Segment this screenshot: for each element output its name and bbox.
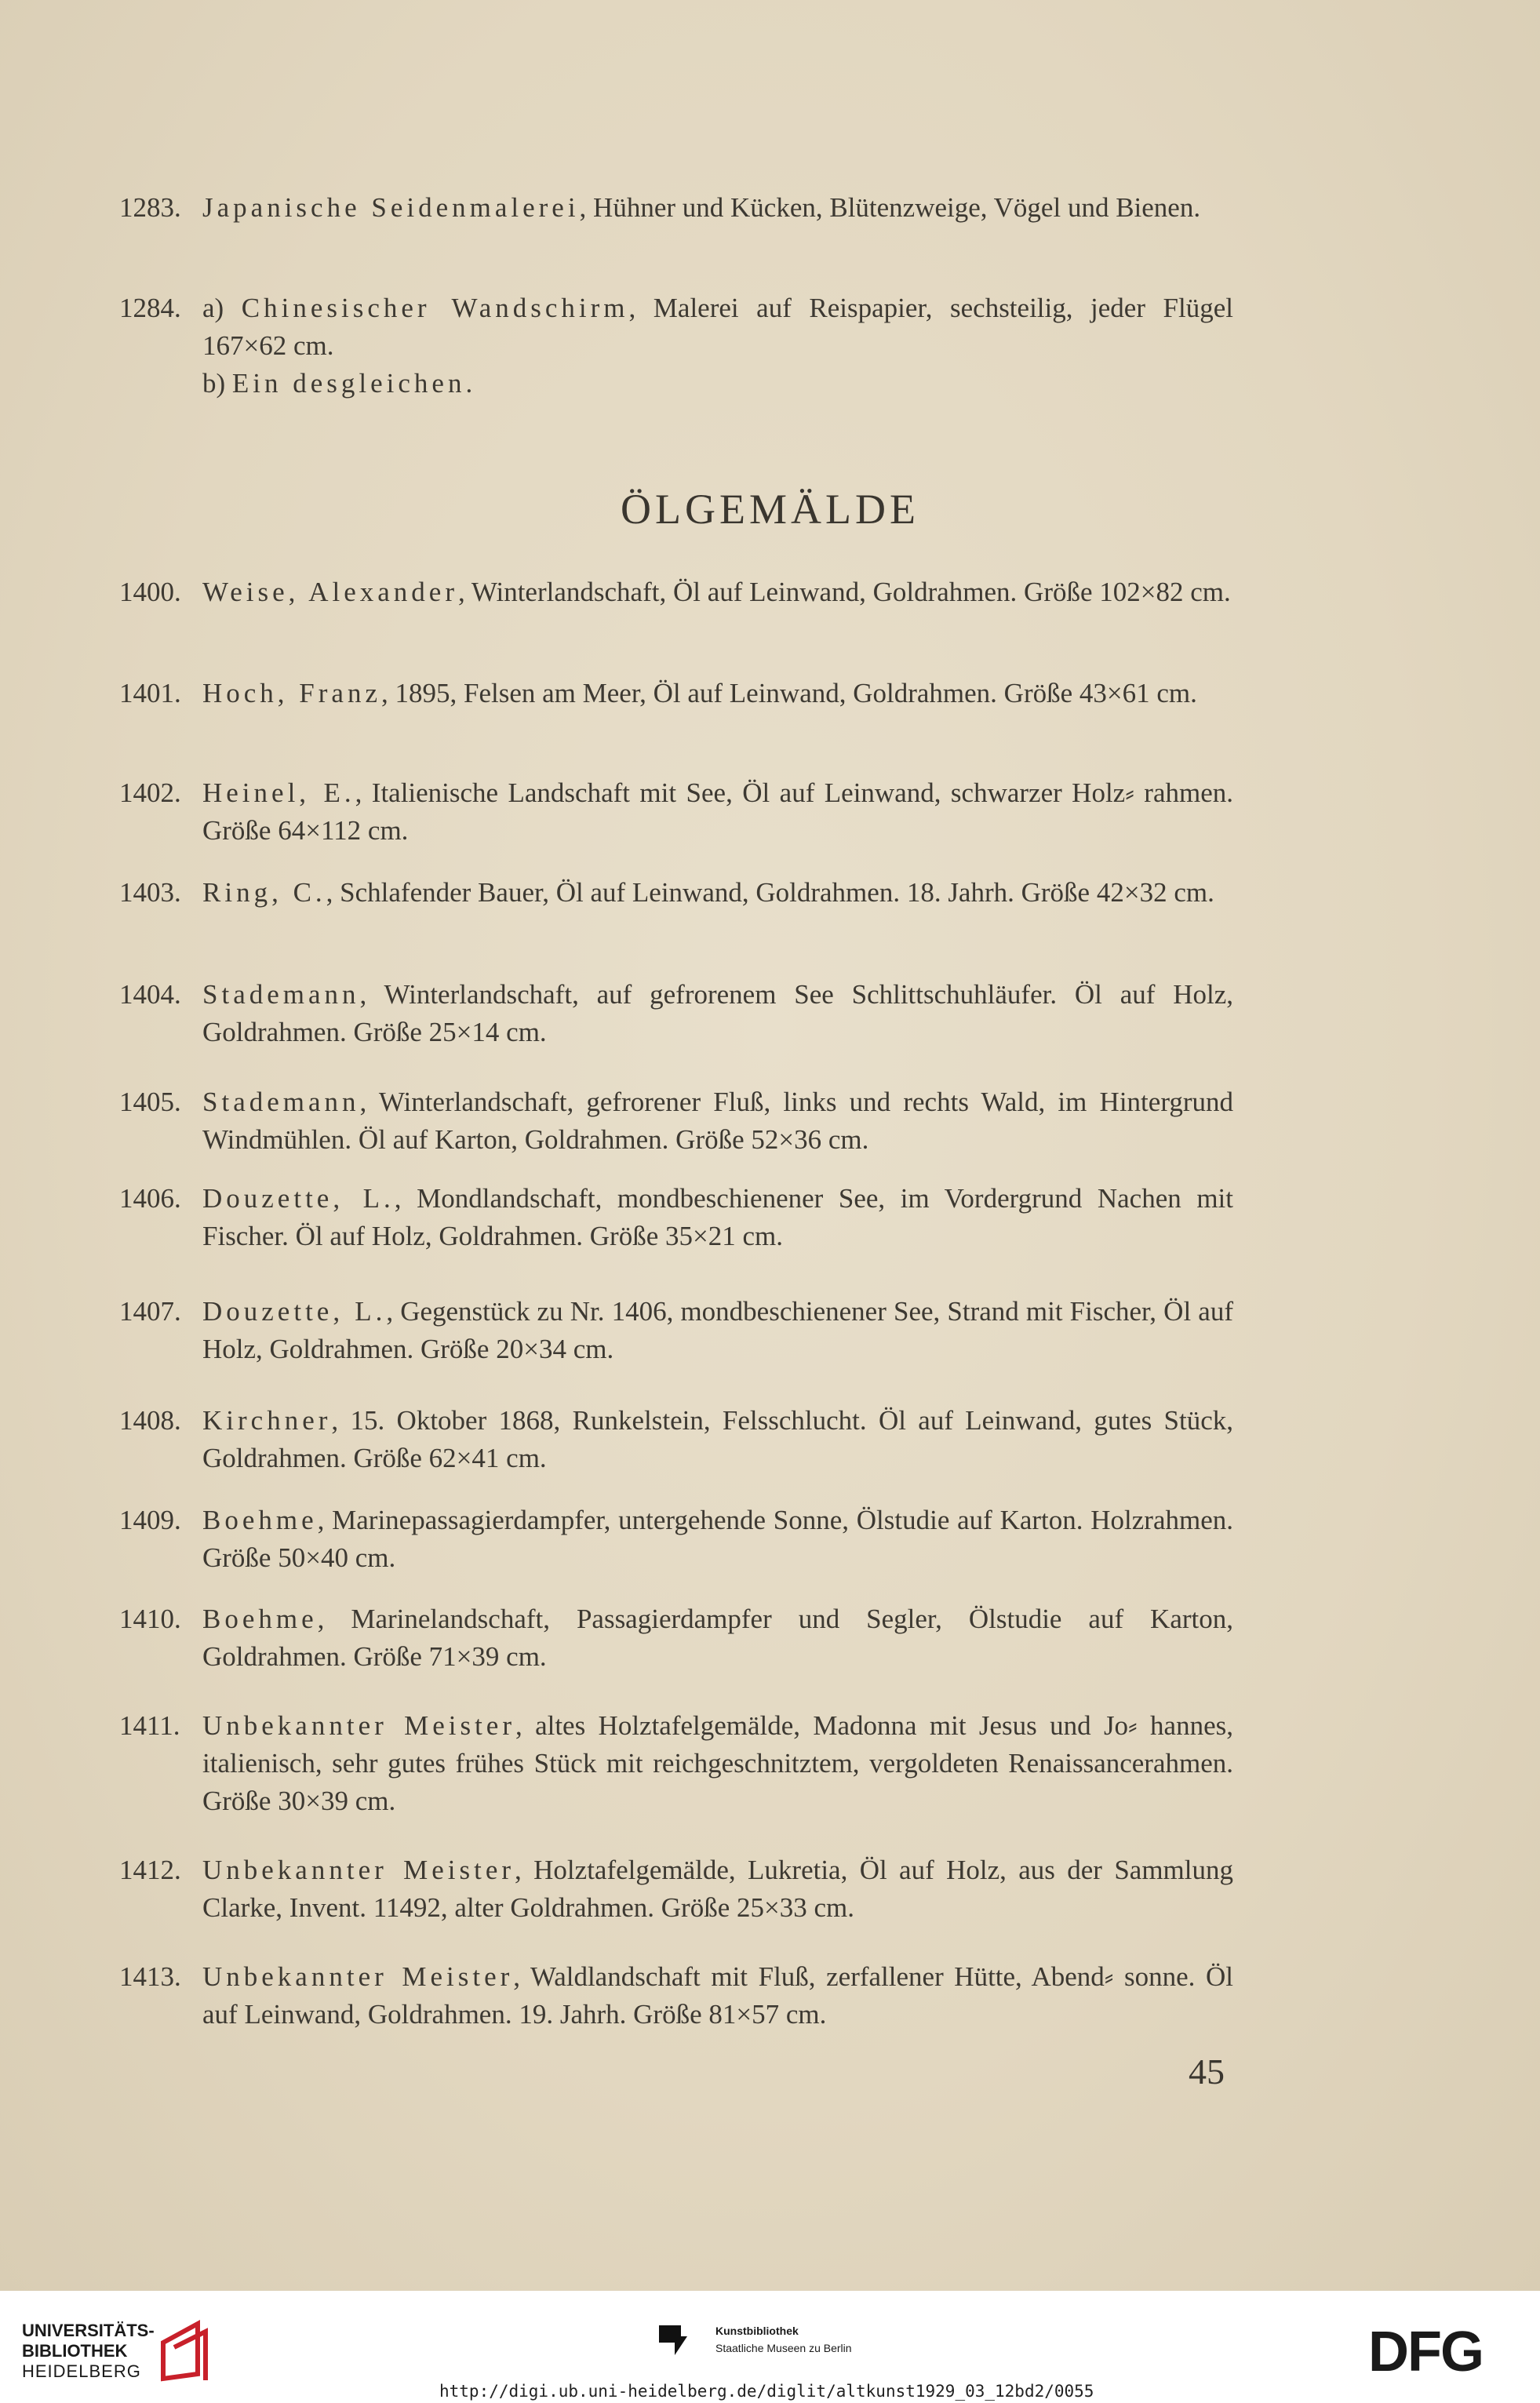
kunstbibliothek-text[interactable] xyxy=(715,2322,852,2357)
entry-number: 1403. xyxy=(119,877,181,908)
entry-description: , Hühner und Kücken, Blütenzweige, Vögel und Bienen. xyxy=(579,192,1201,223)
part-label-a: a) xyxy=(202,293,242,323)
entry-artist: Douzette, L. xyxy=(202,1296,387,1327)
entry-description: , 15. Oktober 1868, Runkelstein, Felsschlucht. Öl auf Leinwand, gutes Stück, Goldrahmen. Größe 62×41 cm. xyxy=(202,1405,1233,1473)
entry-artist: Unbekannter Meister xyxy=(202,1710,515,1741)
entry-body xyxy=(202,874,1233,912)
entry-number: 1402. xyxy=(119,777,181,808)
catalog-entry-1283 xyxy=(119,189,1233,227)
catalog-entry xyxy=(119,1180,1233,1255)
catalog-entry xyxy=(119,1402,1233,1477)
entry-body xyxy=(202,1180,1233,1255)
entry-body xyxy=(202,774,1233,850)
entry-number: 1283. xyxy=(119,192,181,223)
entry-artist: Boehme xyxy=(202,1505,318,1535)
entry-artist: Unbekannter Meister xyxy=(202,1961,514,1992)
entry-number: 1284. xyxy=(119,293,181,323)
entry-description: , Winterlandschaft, Öl auf Leinwand, Goldrahmen. Größe 102×82 cm. xyxy=(457,577,1231,607)
entry-description: , Winterlandschaft, gefrorener Fluß, links und rechts Wald, im Hintergrund Windmühlen. Öl auf Karton, Goldrahmen. Größe 52×36 cm. xyxy=(202,1087,1233,1155)
entry-number: 1406. xyxy=(119,1183,181,1214)
entry-description-b: . xyxy=(465,368,473,399)
entry-description: , Waldlandschaft mit Fluß, zerfallener Hütte, Abend⸗ sonne. Öl auf Leinwand, Goldrahmen. 19. Jahrh. Größe 81×57 cm. xyxy=(202,1961,1233,2030)
catalog-entry xyxy=(119,774,1233,850)
entry-number: 1409. xyxy=(119,1505,181,1535)
entry-description: , Marinepassagierdampfer, untergehende Sonne, Ölstudie auf Karton. Holzrahmen. Größe 50×40 cm. xyxy=(202,1505,1233,1573)
dfg-logo[interactable]: DFG xyxy=(1368,2321,1483,2383)
kb-subtitle: Staatliche Museen zu Berlin xyxy=(715,2342,852,2354)
uni-logo-line2: BIBLIOTHEK xyxy=(22,2341,128,2361)
catalog-entry xyxy=(119,1851,1233,1927)
entry-description: , 1895, Felsen am Meer, Öl auf Leinwand, Goldrahmen. Größe 43×61 cm. xyxy=(381,678,1197,708)
catalog-entry xyxy=(119,1600,1233,1676)
catalog-entry xyxy=(119,874,1233,912)
entry-artist: Hoch, Franz xyxy=(202,678,382,708)
entry-part-a xyxy=(202,289,1233,365)
entry-body xyxy=(202,1958,1233,2033)
entry-description: , Marinelandschaft, Passagierdampfer und Segler, Ölstudie auf Karton, Goldrahmen. Größe 71×39 cm. xyxy=(202,1604,1233,1672)
entry-description: , Mondlandschaft, mondbeschienener See, im Vordergrund Nachen mit Fischer. Öl auf Holz, Goldrahmen. Größe 35×21 cm. xyxy=(202,1183,1233,1251)
catalog-entry xyxy=(119,1502,1233,1577)
entry-body xyxy=(202,1502,1233,1577)
entry-body xyxy=(202,1851,1233,1927)
entry-artist: Stademann xyxy=(202,1087,360,1117)
entry-number: 1407. xyxy=(119,1296,181,1327)
entry-body xyxy=(202,1083,1233,1159)
entry-number: 1412. xyxy=(119,1855,181,1885)
entry-artist: Stademann xyxy=(202,979,360,1010)
catalog-entry xyxy=(119,976,1233,1051)
entry-body xyxy=(202,1707,1233,1820)
entry-body xyxy=(202,1293,1233,1368)
entry-artist: Boehme xyxy=(202,1604,318,1634)
permalink-url[interactable]: http://digi.ub.uni-heidelberg.de/diglit/altkunst1929_03_12bd2/0055 xyxy=(439,2382,1094,2401)
entry-body xyxy=(202,675,1233,712)
entry-number: 1408. xyxy=(119,1405,181,1436)
entry-description: , altes Holztafelgemälde, Madonna mit Jesus und Jo⸗ hannes, italienisch, sehr gutes frühes Stück mit reichgeschnitztem, vergoldeten Renaissancerahmen. Größe 30×39 cm. xyxy=(202,1710,1233,1816)
entry-artist: Kirchner xyxy=(202,1405,332,1436)
catalog-entry xyxy=(119,1958,1233,2033)
entry-number: 1411. xyxy=(119,1710,180,1741)
entry-description: , Holztafelgemälde, Lukretia, Öl auf Holz, aus der Sammlung Clarke, Invent. 11492, alter Goldrahmen. Größe 25×33 cm. xyxy=(202,1855,1233,1923)
entry-artist-b: Ein desgleichen xyxy=(231,368,466,399)
catalog-entry xyxy=(119,573,1233,611)
entry-artist: Heinel, E. xyxy=(202,777,355,808)
entry-number: 1410. xyxy=(119,1604,181,1634)
entry-artist: Douzette, L. xyxy=(202,1183,395,1214)
entry-number: 1413. xyxy=(119,1961,181,1992)
page-number: 45 xyxy=(1189,2052,1225,2092)
university-library-logo[interactable] xyxy=(22,2321,155,2382)
entry-description: , Gegenstück zu Nr. 1406, mondbeschienener See, Strand mit Fischer, Öl auf Holz, Goldrahmen. Größe 20×34 cm. xyxy=(202,1296,1233,1364)
entry-description: , Italienische Landschaft mit See, Öl auf Leinwand, schwarzer Holz⸗ rahmen. Größe 64×112 cm. xyxy=(202,777,1233,846)
uni-logo-line1: UNIVERSITÄTS- xyxy=(22,2321,155,2340)
entry-number: 1404. xyxy=(119,979,181,1010)
entry-body xyxy=(202,573,1233,611)
part-label-b: b) xyxy=(202,368,232,399)
entry-description: , Winterlandschaft, auf gefrorenem See Schlittschuhläufer. Öl auf Holz, Goldrahmen. Größe 25×14 cm. xyxy=(202,979,1233,1047)
footer-bar xyxy=(0,2291,1540,2403)
entry-body xyxy=(202,1600,1233,1676)
entry-artist: Japanische Seidenmalerei xyxy=(202,192,580,223)
entry-artist: Ring, C. xyxy=(202,877,326,908)
book-emblem-icon xyxy=(157,2319,212,2383)
entry-number: 1405. xyxy=(119,1087,181,1117)
section-heading: ÖLGEMÄLDE xyxy=(621,486,919,533)
entry-body xyxy=(202,1402,1233,1477)
kunstbibliothek-logo-icon xyxy=(657,2322,689,2358)
uni-logo-line3: HEIDELBERG xyxy=(22,2361,141,2381)
entry-artist: Weise, Alexander xyxy=(202,577,458,607)
kb-name: Kunstbibliothek xyxy=(715,2325,799,2337)
catalog-entry xyxy=(119,675,1233,712)
entry-artist: Chinesischer Wandschirm xyxy=(241,293,629,323)
catalog-entry-1284 xyxy=(119,289,1233,402)
entry-part-b xyxy=(202,365,1233,402)
catalog-entry xyxy=(119,1707,1233,1820)
catalog-entry xyxy=(119,1293,1233,1368)
entry-body xyxy=(202,976,1233,1051)
entry-number: 1401. xyxy=(119,678,181,708)
entry-artist: Unbekannter Meister xyxy=(202,1855,515,1885)
entry-body xyxy=(202,189,1233,227)
entry-description: , Schlafender Bauer, Öl auf Leinwand, Goldrahmen. 18. Jahrh. Größe 42×32 cm. xyxy=(326,877,1214,908)
entry-body xyxy=(202,289,1233,402)
entry-description: , Malerei auf Reispapier, sechsteilig, jeder Flügel 167×62 cm. xyxy=(202,293,1233,361)
entry-number: 1400. xyxy=(119,577,181,607)
catalog-entry xyxy=(119,1083,1233,1159)
